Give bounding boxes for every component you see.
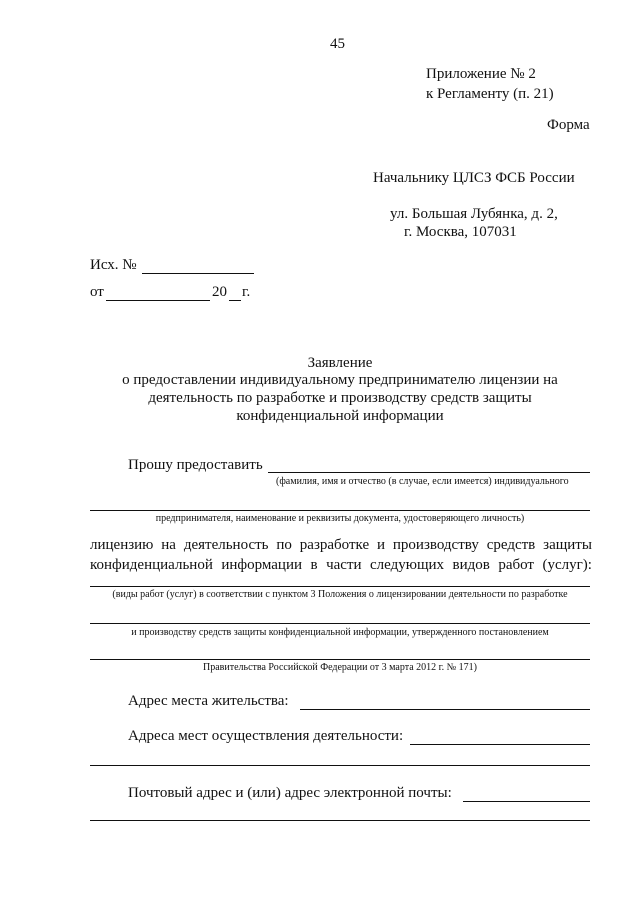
works-hint-3: Правительства Российской Федерации от 3 марта 2012 г. № 171) xyxy=(202,662,478,673)
works-field-1[interactable] xyxy=(90,586,590,587)
addressee-to: Начальнику ЦЛСЗ ФСБ России xyxy=(373,170,575,186)
license-text-line-2 xyxy=(90,557,592,574)
applicant-name-field[interactable] xyxy=(268,472,590,473)
activity-label: Адреса мест осуществления деятельности: xyxy=(128,728,404,744)
license-word: следующих xyxy=(370,557,445,573)
appendix-line-2: к Регламенту (п. 21) xyxy=(426,86,554,102)
date-year: 20 xyxy=(212,284,227,300)
date-field[interactable] xyxy=(106,300,210,301)
license-word: на xyxy=(161,537,176,553)
appendix-line-1: Приложение № 2 xyxy=(426,66,536,82)
request-hint-2: предпринимателя, наименование и реквизиты документа, удостоверяющего личность) xyxy=(155,513,525,524)
page-number: 45 xyxy=(330,36,345,52)
title-line-2: о предоставлении индивидуальному предпринимателю лицензии на xyxy=(122,372,558,388)
addressee-street: ул. Большая Лубянка, д. 2, xyxy=(390,206,558,222)
request-label: Прошу предоставить xyxy=(128,457,263,473)
license-word: производству xyxy=(392,537,479,553)
license-word: конфиденциальной xyxy=(90,557,213,573)
date-prefix: от xyxy=(90,284,104,300)
license-word: информации xyxy=(221,557,303,573)
addressee-city: г. Москва, 107031 xyxy=(404,224,517,240)
license-word: лицензию xyxy=(90,537,154,553)
license-word: и xyxy=(376,537,386,553)
residence-field[interactable] xyxy=(300,709,590,710)
works-field-3[interactable] xyxy=(90,659,590,660)
residence-label: Адрес места жительства: xyxy=(128,693,289,709)
postal-field-2[interactable] xyxy=(90,820,590,821)
form-label: Форма xyxy=(547,117,590,133)
outgoing-number-label: Исх. № xyxy=(90,257,137,273)
activity-field-2[interactable] xyxy=(90,765,590,766)
works-hint-2: и производству средств защиты конфиденциальной информации, утвержденного постановлением xyxy=(131,627,549,638)
title-line-4: конфиденциальной информации xyxy=(236,408,444,424)
license-word: (услуг): xyxy=(542,557,592,573)
postal-field-1[interactable] xyxy=(463,801,590,802)
license-text-line-1 xyxy=(90,537,592,554)
title-line-1: Заявление xyxy=(307,355,373,371)
license-word: защиты xyxy=(543,537,592,553)
license-word: в xyxy=(310,557,318,573)
request-hint-1: (фамилия, имя и отчество (в случае, если имеется) индивидуального xyxy=(276,476,569,487)
license-word: работ xyxy=(498,557,534,573)
license-word: разработке xyxy=(299,537,370,553)
license-word: средств xyxy=(486,537,536,553)
works-hint-1: (виды работ (услуг) в соответствии с пунктом 3 Положения о лицензировании деятельности по разработке xyxy=(112,589,568,600)
activity-field-1[interactable] xyxy=(410,744,590,745)
license-word: части xyxy=(326,557,362,573)
title-line-3: деятельность по разработке и производству средств защиты xyxy=(148,390,532,406)
license-word: по xyxy=(276,537,292,553)
license-word: видов xyxy=(452,557,490,573)
date-year-field[interactable] xyxy=(229,300,241,301)
license-word: деятельность xyxy=(183,537,269,553)
postal-label: Почтовый адрес и (или) адрес электронной почты: xyxy=(128,785,452,801)
works-field-2[interactable] xyxy=(90,623,590,624)
date-suffix: г. xyxy=(242,284,251,300)
outgoing-number-field[interactable] xyxy=(142,273,254,274)
applicant-details-field[interactable] xyxy=(90,510,590,511)
